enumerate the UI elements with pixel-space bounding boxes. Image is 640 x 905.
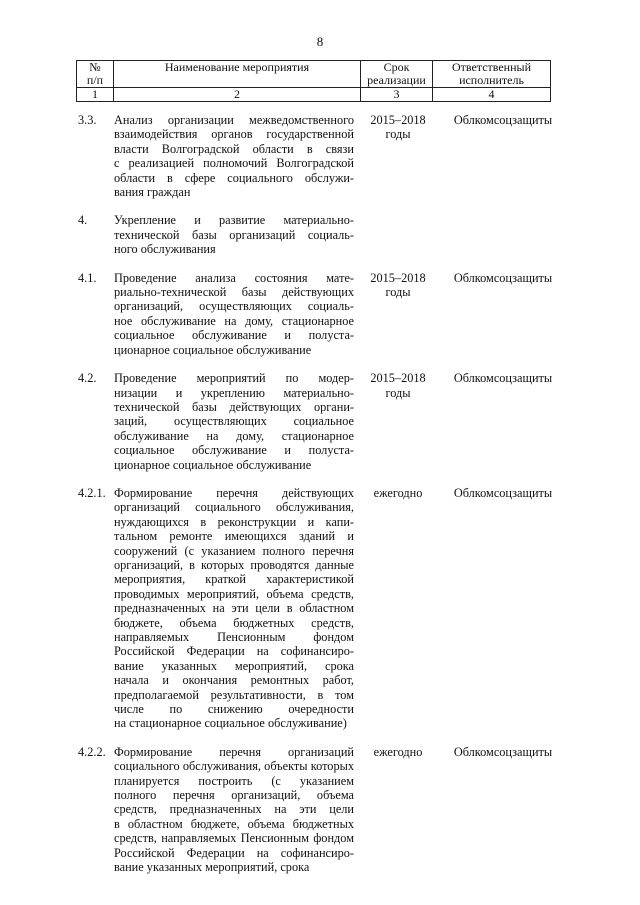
row-name-line: власти Волгоградской области в связи bbox=[114, 141, 354, 156]
header-col-number bbox=[77, 61, 114, 88]
row-name-line: технической базы действующих органи- bbox=[114, 399, 354, 414]
row-responsible: Облкомсоцзащиты bbox=[453, 485, 553, 500]
row-name-line: планируется построить (с указанием bbox=[114, 773, 354, 788]
header-text: п/п bbox=[86, 73, 104, 87]
table-row bbox=[76, 745, 566, 875]
row-name-line: средств, направляемых Пенсионным фондом bbox=[114, 831, 354, 846]
table-row bbox=[76, 113, 566, 199]
row-name-line: ного обслуживания bbox=[114, 242, 216, 257]
row-number: 4.1. bbox=[78, 270, 97, 285]
row-responsible: Облкомсоцзащиты bbox=[453, 371, 553, 386]
row-name-line: технической базы организаций социаль- bbox=[114, 227, 354, 242]
row-term bbox=[360, 113, 436, 199]
row-term-line: ежегодно bbox=[373, 485, 423, 500]
row-name-line: риально-технической базы действующих bbox=[114, 285, 354, 300]
row-name-line: организаций социального обслуживания, bbox=[114, 500, 354, 515]
row-name-line: мероприятия, краткой характеристикой bbox=[114, 572, 354, 587]
row-number: 4.2.1. bbox=[78, 485, 106, 500]
row-name-line: низации и укреплению материально- bbox=[114, 385, 354, 400]
header-col-index: 3 bbox=[361, 88, 433, 102]
table-row bbox=[76, 213, 566, 256]
row-number: 4. bbox=[78, 213, 88, 228]
row-responsible: Облкомсоцзащиты bbox=[453, 744, 553, 759]
row-term-line: ежегодно bbox=[373, 744, 423, 759]
row-name-line: взаимодействия органов государственной bbox=[114, 127, 354, 142]
row-name-line: нуждающихся в реконструкции и капи- bbox=[114, 514, 354, 529]
header-col-name bbox=[114, 61, 361, 88]
row-name-line: Российской Федерации на софинансиро- bbox=[114, 845, 354, 860]
row-name-line: предполагаемой результативности, в том bbox=[114, 687, 354, 702]
row-name bbox=[114, 371, 354, 472]
row-name-line: на стационарное социальное обслуживание) bbox=[114, 716, 347, 731]
row-name-line: Укрепление и развитие материально- bbox=[114, 213, 354, 228]
row-name-line: вания граждан bbox=[114, 185, 191, 200]
row-name bbox=[114, 113, 354, 199]
row-term bbox=[360, 371, 436, 472]
row-name-line: социальное обслуживание и полуста- bbox=[114, 328, 354, 343]
row-name-line: Формирование перечня действующих bbox=[114, 485, 354, 500]
row-name-line: вание указанных мероприятий, срока bbox=[114, 860, 310, 875]
row-name-line: социального обслуживания, объекты которых bbox=[114, 759, 354, 774]
row-name-line: с реализацией полномочий Волгоградской bbox=[114, 156, 354, 171]
row-term-line: 2015–2018 bbox=[370, 270, 426, 285]
row-responsible bbox=[436, 213, 566, 256]
row-name-line: направляемых Пенсионным фондом bbox=[114, 630, 354, 644]
row-name-line: средств, предназначенных на эти цели bbox=[114, 802, 354, 817]
header-col-term bbox=[361, 61, 433, 88]
row-term-line: 2015–2018 bbox=[370, 371, 426, 386]
row-term bbox=[360, 745, 436, 875]
row-name bbox=[114, 486, 354, 731]
row-responsible: Облкомсоцзащиты bbox=[453, 270, 553, 285]
row-name-line: ционарное социальное обслуживание bbox=[114, 457, 312, 472]
table-body bbox=[76, 113, 566, 889]
row-name-line: Проведение анализа состояния мате- bbox=[114, 270, 354, 285]
row-term-line: годы bbox=[385, 127, 411, 142]
header-text: Ответственный bbox=[451, 60, 532, 74]
header-text: Срок bbox=[383, 60, 410, 74]
header-text: Наименование мероприятия bbox=[164, 60, 310, 74]
row-name-line: начала и окончания ремонтных работ, bbox=[114, 673, 354, 688]
row-name-line: обслуживание на дому, стационарное bbox=[114, 428, 354, 443]
row-name-line: социальное обслуживание и полуста- bbox=[114, 443, 354, 458]
row-name-line: проводимых мероприятий, объема средств, bbox=[114, 586, 354, 601]
row-term bbox=[360, 271, 436, 357]
row-name-line: предназначенных на эти цели в областном bbox=[114, 601, 354, 616]
header-col-index: 4 bbox=[433, 88, 551, 102]
row-name-line: Анализ организации межведомственного bbox=[114, 113, 354, 127]
row-name-line: сооружений (с указанием полного перечня bbox=[114, 543, 354, 558]
header-text: № bbox=[89, 60, 101, 74]
row-name-line: ционарное социальное обслуживание bbox=[114, 342, 312, 357]
row-number: 3.3. bbox=[78, 113, 97, 127]
row-name-line: Проведение мероприятий по модер- bbox=[114, 371, 354, 386]
row-name-line: ное обслуживание на дому, стационарное bbox=[114, 313, 354, 328]
row-name-line: Формирование перечня организаций bbox=[114, 744, 354, 759]
row-name-line: в областном бюджете, объема бюджетных bbox=[114, 816, 354, 831]
table-header bbox=[76, 60, 551, 102]
row-number: 4.2. bbox=[78, 371, 97, 386]
row-responsible: Облкомсоцзащиты bbox=[453, 113, 553, 127]
row-term-line: годы bbox=[385, 285, 411, 300]
row-name bbox=[114, 745, 354, 875]
row-name-line: организаций, осуществляющих социаль- bbox=[114, 299, 354, 314]
row-term-line: годы bbox=[385, 385, 411, 400]
row-term-line: 2015–2018 bbox=[370, 113, 426, 127]
row-name-line: организаций, в которых проводятся данные bbox=[114, 557, 354, 572]
row-term bbox=[360, 486, 436, 731]
header-col-responsible bbox=[433, 61, 551, 88]
row-name-line: Российской Федерации на софинансиро- bbox=[114, 644, 354, 659]
row-name bbox=[114, 213, 354, 256]
row-name-line: вание указанных мероприятий, срока bbox=[114, 658, 354, 673]
row-name bbox=[114, 271, 354, 357]
table-row bbox=[76, 371, 566, 472]
row-name-line: числе по снижению очередности bbox=[114, 702, 354, 717]
row-number: 4.2.2. bbox=[78, 744, 106, 759]
header-text: исполнитель bbox=[459, 73, 524, 87]
row-name-line: полного перечня организаций, объема bbox=[114, 788, 354, 803]
row-name-line: области в сфере социального обслужи- bbox=[114, 170, 354, 185]
row-name-line: заций, осуществляющих социальное bbox=[114, 414, 354, 429]
header-col-index: 1 bbox=[77, 88, 114, 102]
row-term bbox=[360, 213, 436, 256]
row-name-line: тальном ремонте имеющихся зданий и bbox=[114, 529, 354, 544]
table-row bbox=[76, 486, 566, 731]
row-name-line: бюджете, объема бюджетных средств, bbox=[114, 615, 354, 630]
header-text: реализации bbox=[367, 73, 426, 87]
header-col-index: 2 bbox=[114, 88, 361, 102]
table-row bbox=[76, 271, 566, 357]
page-number: 8 bbox=[316, 34, 324, 49]
